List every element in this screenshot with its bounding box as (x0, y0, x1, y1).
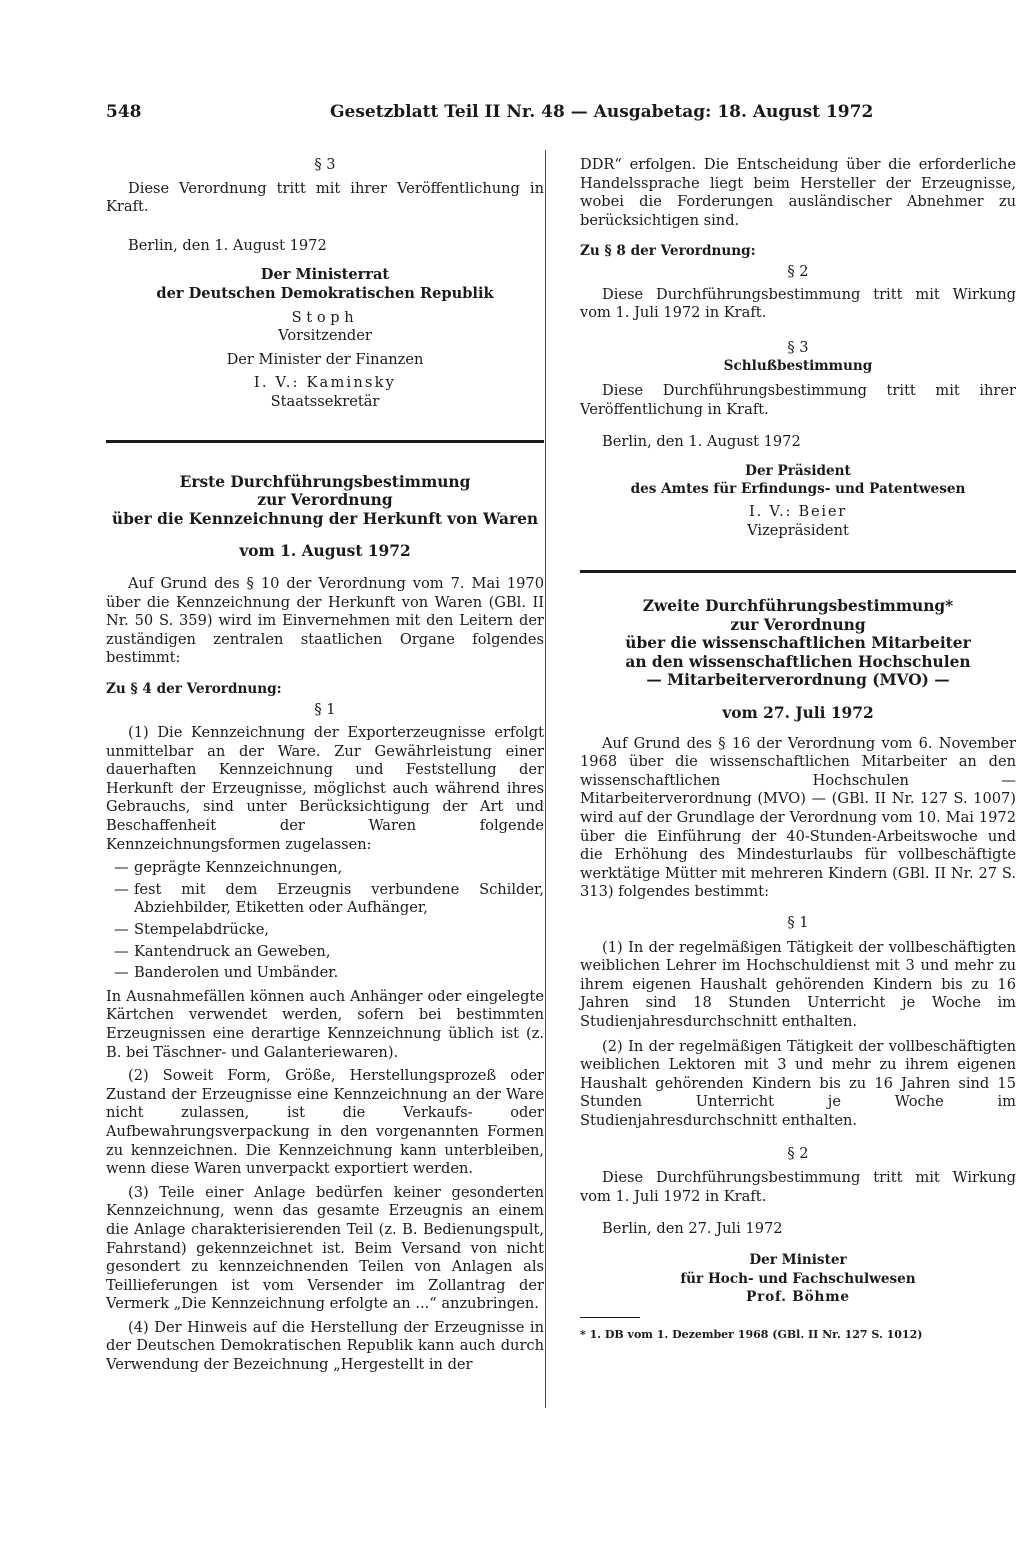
paragraph: DDR“ erfolgen. Die Entscheidung über die erforderliche Handelssprache liegt beim Hersteller der Erzeugnisse, wobei die Forderungen ausländischer Abnehmer zu berücksichtigen sind. (580, 156, 1016, 229)
decree-title: an den wissenschaftlichen Hochschulen (625, 652, 971, 671)
decree-title: über die Kennzeichnung der Herkunft von Waren (111, 509, 539, 528)
decree-title: über die wissenschaftlichen Mitarbeiter (625, 634, 971, 653)
footnote: * 1. DB vom 1. Dezember 1968 (GBl. II Nr. 127 S. 1012) (580, 1327, 923, 1341)
decree-title: zur Verordnung (730, 615, 866, 634)
place-date: Berlin, den 27. Juli 1972 (602, 1220, 783, 1238)
decree-title: Zweite Durchführungsbestimmung* (642, 597, 954, 616)
left-column (106, 156, 544, 1375)
section-heading: § 1 (787, 914, 809, 931)
paragraph: Diese Durchführungsbestimmung tritt mit Wirkung vom 1. Juli 1972 in Kraft. (580, 285, 1016, 322)
list-item: — geprägte Kennzeichnungen, (106, 859, 544, 878)
page-number: 548 (106, 102, 142, 122)
paragraph: Diese Verordnung tritt mit ihrer Veröffentlichung in Kraft. (106, 179, 544, 216)
paragraph: (4) Der Hinweis auf die Herstellung der Erzeugnisse in der Deutschen Demokratischen Republik kann auch durch Verwendung der Bezeichnung „Hergestellt in der (106, 1318, 544, 1374)
decree-title: zur Verordnung (257, 491, 393, 510)
page-header-title: Gesetzblatt Teil II Nr. 48 — Ausgabetag: 18. August 1972 (330, 102, 874, 122)
paragraph: Auf Grund des § 16 der Verordnung vom 6. November 1968 über die wissenschaftlichen Mitarbeiter an den wissenschaftlichen Hochschulen — Mitarbeiterverordnung (MVO) — (GBl. II Nr. 127 S. 1007) wird auf der Grundlage der Verordnung vom 10. Mai 1972 über die Einführung der 40-Stunden-Arbeitswoche und die Erhöhung des Mindesturlaubs für vollbeschäftigte werktätige Mütter mit mehreren Kindern (GBl. II Nr. 27 S. 313) folgendes bestimmt: (580, 734, 1016, 901)
paragraph: Diese Durchführungsbestimmung tritt mit Wirkung vom 1. Juli 1972 in Kraft. (580, 1169, 1016, 1205)
section-heading: § 3 (787, 338, 809, 356)
list-item: — Stempelabdrücke, (106, 921, 544, 940)
list-item: — Banderolen und Umbänder. (106, 964, 544, 983)
signature-role: Staatssekretär (270, 392, 380, 410)
paragraph: (1) Die Kennzeichnung der Exporterzeugnisse erfolgt unmittelbar an der Ware. Zur Gewährleistung einer dauerhaften Kennzeichnung und Feststellung der Herkunft der Erzeugnisse, möglichst auch während ihres Gebrauchs, sind unter Berücksichtigung der Art und Beschaffenheit der Waren folgende Kennzeichnungsformen zugelassen: (106, 724, 544, 853)
section-heading: § 3 (314, 156, 336, 173)
signature-organization: Der Minister der Finanzen (226, 350, 424, 368)
signature-name: Stoph (291, 308, 359, 326)
paragraph: (3) Teile einer Anlage bedürfen keiner gesonderten Kennzeichnung, wenn das gesamte Erzeugnis an einem die Anlage charakterisierenden Teil (z. B. Bedienungspult, Fahrstand) gekennzeichnet ist. Beim Versand von nicht gesondert zu kennzeichnenden Teilen von Anlagen als Teillieferungen ist vom Versender im Zollantrag der Vermerk „Die Kennzeichnung erfolgte an ...“ anzubringen. (106, 1183, 544, 1313)
section-rule (106, 440, 544, 443)
section-heading: § 2 (787, 1144, 809, 1162)
signature-name: I. V.: Beier (749, 502, 847, 520)
list-item: — fest mit dem Erzeugnis verbundene Schilder, Abziehbilder, Etiketten oder Aufhänger, (106, 881, 544, 918)
paragraph: (1) In der regelmäßigen Tätigkeit der vollbeschäftigten weiblichen Lehrer im Hochschuldienst mit 3 und mehr zu ihrem eigenen Haushalt gehörenden Kindern bis zu 16 Jahren sind 18 Stunden Unterricht je Woche im Studienjahresdurchschnitt enthalten. (580, 938, 1016, 1030)
paragraph: (2) In der regelmäßigen Tätigkeit der vollbeschäftigten weiblichen Lektoren mit 3 und mehr zu ihrem eigenen Haushalt gehörenden Kindern bis zu 16 Jahren sind 15 Stunden Unterricht je Woche im Studienjahresdurchschnitt enthalten. (580, 1037, 1016, 1129)
signature-organization: Der Minister (749, 1251, 847, 1268)
signature-role: Vorsitzender (278, 327, 372, 345)
signature-role: Vizepräsident (747, 521, 849, 539)
signature-organization: für Hoch- und Fachschulwesen (680, 1270, 916, 1287)
signature-name: I. V.: Kaminsky (253, 374, 397, 392)
paragraph: Diese Durchführungsbestimmung tritt mit ihrer Veröffentlichung in Kraft. (580, 381, 1016, 418)
section-title: Schlußbestimmung (723, 358, 873, 375)
decree-title: Erste Durchführungsbestimmung (179, 472, 471, 491)
signature-name: Prof. Böhme (746, 1289, 850, 1306)
section-rule (580, 570, 1016, 573)
signature-organization: der Deutschen Demokratischen Republik (156, 284, 494, 302)
decree-date: vom 27. Juli 1972 (722, 704, 874, 723)
subheading: Zu § 4 der Verordnung: (106, 680, 282, 697)
decree-title: — Mitarbeiterverordnung (MVO) — (646, 671, 950, 690)
place-date: Berlin, den 1. August 1972 (128, 236, 327, 254)
column-divider (545, 150, 546, 1408)
signature-organization: Der Präsident (745, 462, 851, 479)
decree-date: vom 1. August 1972 (239, 542, 411, 561)
place-date: Berlin, den 1. August 1972 (602, 433, 801, 451)
section-heading: § 2 (787, 262, 809, 280)
list-item: — Kantendruck an Geweben, (106, 943, 544, 962)
paragraph: Auf Grund des § 10 der Verordnung vom 7. Mai 1970 über die Kennzeichnung der Herkunft von Waren (GBl. II Nr. 50 S. 359) wird im Einvernehmen mit den Leitern der zuständigen zentralen staatlichen Organe folgendes bestimmt: (106, 574, 544, 667)
footnote-rule (580, 1317, 640, 1318)
paragraph: (2) Soweit Form, Größe, Herstellungsprozeß oder Zustand der Erzeugnisse eine Kennzeichnung an der Ware nicht zulassen, ist die Verkaufs- oder Aufbewahrungsverpackung in den vorgenannten Formen zu kennzeichnen. Die Kennzeichnung kann unterbleiben, wenn diese Waren unverpackt exportiert werden. (106, 1067, 544, 1178)
signature-organization: Der Ministerrat (260, 266, 390, 284)
subheading: Zu § 8 der Verordnung: (580, 243, 756, 260)
signature-organization: des Amtes für Erfindungs- und Patentwesen (630, 481, 966, 498)
section-heading: § 1 (314, 701, 336, 719)
marking-forms-list (106, 859, 544, 983)
paragraph: In Ausnahmefällen können auch Anhänger oder eingelegte Kärtchen verwendet werden, sofern bei bestimmten Erzeugnissen eine derartige Kennzeichnung üblich ist (z. B. bei Täschner- und Galanteriewaren). (106, 987, 544, 1061)
right-column (580, 156, 1016, 1342)
